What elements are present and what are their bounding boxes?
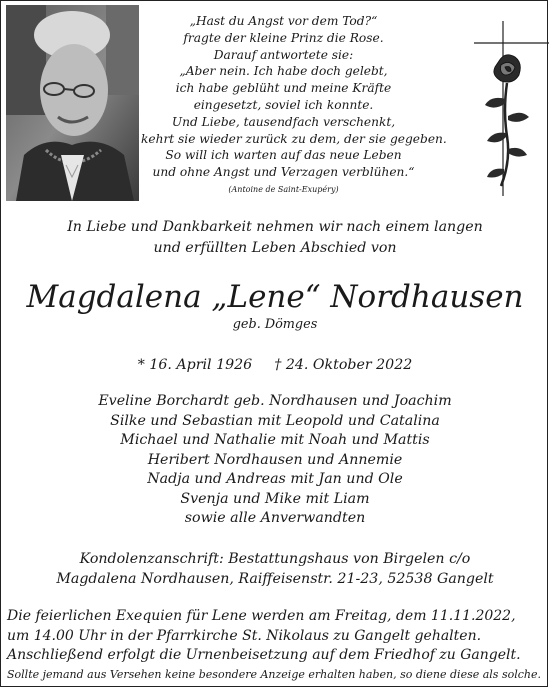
cross-rose-icon [471, 21, 550, 196]
funeral-line: Anschließend erfolgt die Urnenbeisetzung auf dem Friedhof zu Gangelt. [7, 647, 521, 663]
mourner-line: Michael und Nathalie mit Noah und Mattis [120, 432, 430, 448]
death-date: † 24. Oktober 2022 [274, 357, 413, 373]
poem-line: und ohne Angst und Verzagen verblühen.“ [152, 165, 415, 180]
mourner-line: Svenja und Mike mit Liam [180, 490, 370, 507]
birth-date: * 16. April 1926 [137, 357, 253, 373]
condolence-address [1, 550, 549, 589]
intro-line: und erfüllten Leben Abschied von [153, 240, 397, 256]
poem-line: ich habe geblüht und meine Kräfte [175, 81, 392, 96]
mourner-line: sowie alle Anverwandten [184, 510, 366, 526]
intro-line: In Liebe und Dankbarkeit nehmen wir nach einem langen [67, 219, 483, 235]
address-line: Magdalena Nordhausen, Raiffeisenstr. 21-23, 52538 Gangelt [56, 570, 494, 587]
mourners-list [1, 392, 549, 529]
life-dates [1, 355, 549, 375]
poem-line: „Aber nein. Ich habe doch gelebt, [179, 64, 388, 79]
poem [141, 13, 447, 197]
poem-line: eingesetzt, soviel ich konnte. [193, 97, 374, 112]
footer-note: Sollte jemand aus Versehen keine besondere Anzeige erhalten haben, so diene diese als solche. [7, 668, 541, 681]
poem-source: (Antoine de Saint-Exupéry) [228, 184, 339, 194]
funeral-line: um 14.00 Uhr in der Pfarrkirche St. Nikolaus zu Gangelt gehalten. [7, 627, 482, 644]
poem-line: fragte der kleine Prinz die Rose. [183, 30, 384, 45]
poem-line: So will ich warten auf das neue Leben [165, 148, 402, 163]
intro-text [1, 217, 549, 259]
mourner-line: Eveline Borchardt geb. Nordhausen und Joachim [98, 393, 452, 409]
deceased-name: Magdalena „Lene“ Nordhausen [26, 279, 524, 315]
poem-line: „Hast du Angst vor dem Tod?“ [189, 14, 378, 28]
mourner-line: Nadja und Andreas mit Jan und Ole [147, 471, 403, 487]
poem-line: Darauf antwortete sie: [213, 47, 354, 62]
poem-line: Und Liebe, tausendfach verschenkt, [171, 114, 396, 129]
mourner-line: Silke und Sebastian mit Leopold und Catalina [110, 412, 440, 429]
poem-line: kehrt sie wieder zurück zu dem, der sie gegeben. [141, 131, 447, 146]
address-line: Kondolenzanschrift: Bestattungshaus von Birgelen c/o [79, 551, 471, 567]
mourner-line: Heribert Nordhausen und Annemie [147, 451, 403, 468]
funeral-line: Die feierlichen Exequien für Lene werden am Freitag, dem 11.11.2022, [7, 608, 516, 624]
portrait-photo [6, 5, 139, 201]
maiden-name: geb. Dömges [232, 317, 318, 332]
funeral-details [7, 607, 547, 666]
